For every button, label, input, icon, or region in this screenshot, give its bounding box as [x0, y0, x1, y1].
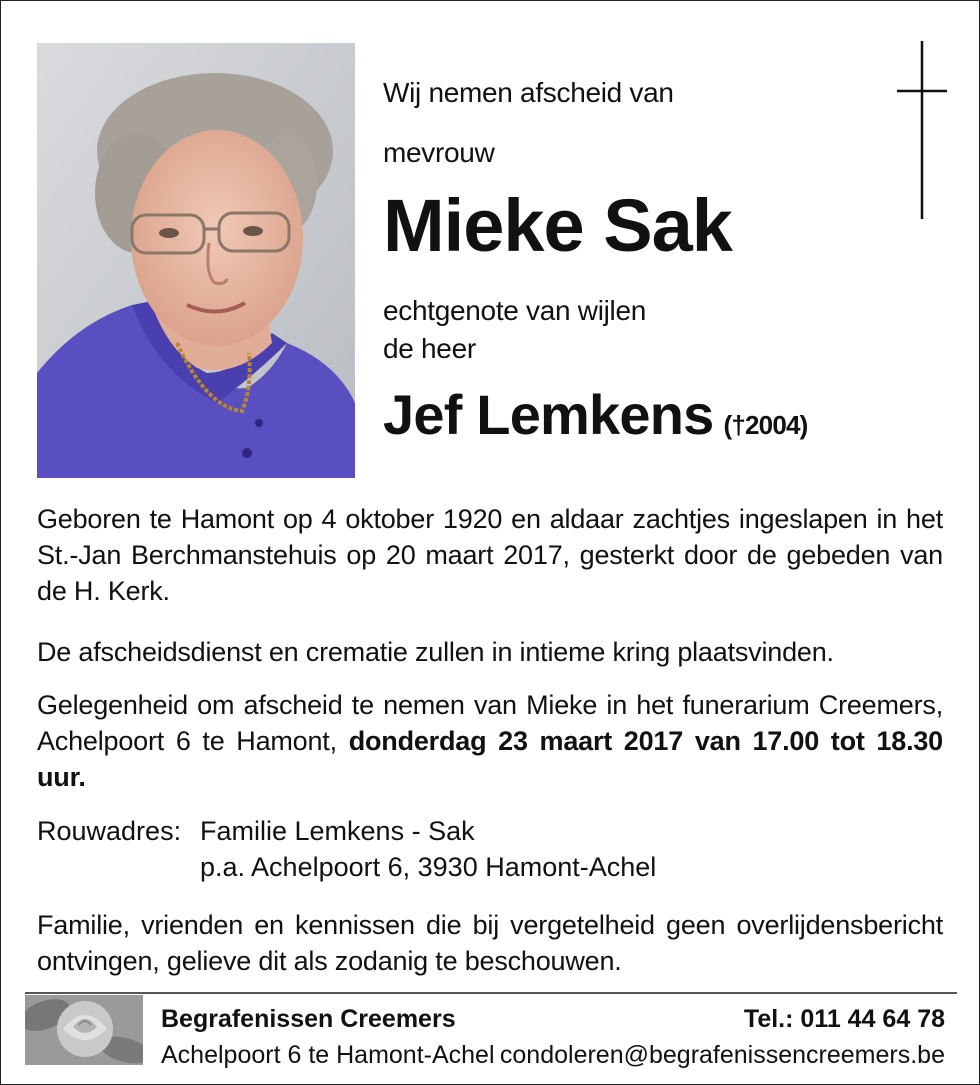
address-label: Rouwadres: [37, 816, 182, 846]
spouse-death-year: (†2004) [723, 410, 808, 440]
spouse-name-line [383, 383, 808, 446]
spouse-intro-2: de heer [383, 333, 476, 364]
address-line-2: p.a. Achelpoort 6, 3930 Hamont-Achel [200, 852, 657, 882]
rose-image [25, 995, 143, 1065]
notice-paragraph: Familie, vrienden en kennissen die bij vergetelheid geen overlijdensbericht ontvingen, gelieve dit als zodanig te beschouwen. [37, 910, 943, 976]
footer-divider [25, 992, 957, 994]
funeral-home-address: Achelpoort 6 te Hamont-Achel [161, 1041, 495, 1069]
funeral-home-email[interactable]: condoleren@begrafenissencreemers.be [499, 1041, 945, 1069]
address-line-1: Familie Lemkens - Sak [200, 816, 475, 846]
spouse-intro-1: echtgenote van wijlen [383, 295, 646, 326]
spouse-name: Jef Lemkens [383, 383, 714, 446]
visitation-datetime: donderdag 23 maart 2017 van 17.00 tot 18.30 uur. [37, 726, 944, 792]
funeral-home-name: Begrafenissen Creemers [161, 1005, 456, 1033]
title-mevrouw: mevrouw [383, 137, 495, 168]
visitation-paragraph [37, 687, 943, 795]
cross-icon [897, 41, 947, 221]
visitation-text: Gelegenheid om afscheid te nemen van Mieke in het funerarium Creemers, Achelpoort 6 te Hamont, [37, 690, 943, 756]
intro-line: Wij nemen afscheid van [383, 77, 674, 108]
funeral-home-phone: Tel.: 011 44 64 78 [743, 1005, 945, 1033]
birth-death-paragraph: Geboren te Hamont op 4 oktober 1920 en aldaar zachtjes ingeslapen in het St.-Jan Berchmanstehuis op 20 maart 2017, gesterkt door de gebeden van de H. Kerk. [37, 504, 943, 606]
portrait-photo [37, 43, 355, 478]
ceremony-paragraph: De afscheidsdienst en crematie zullen in intieme kring plaatsvinden. [37, 637, 834, 667]
deceased-name: Mieke Sak [383, 184, 732, 267]
